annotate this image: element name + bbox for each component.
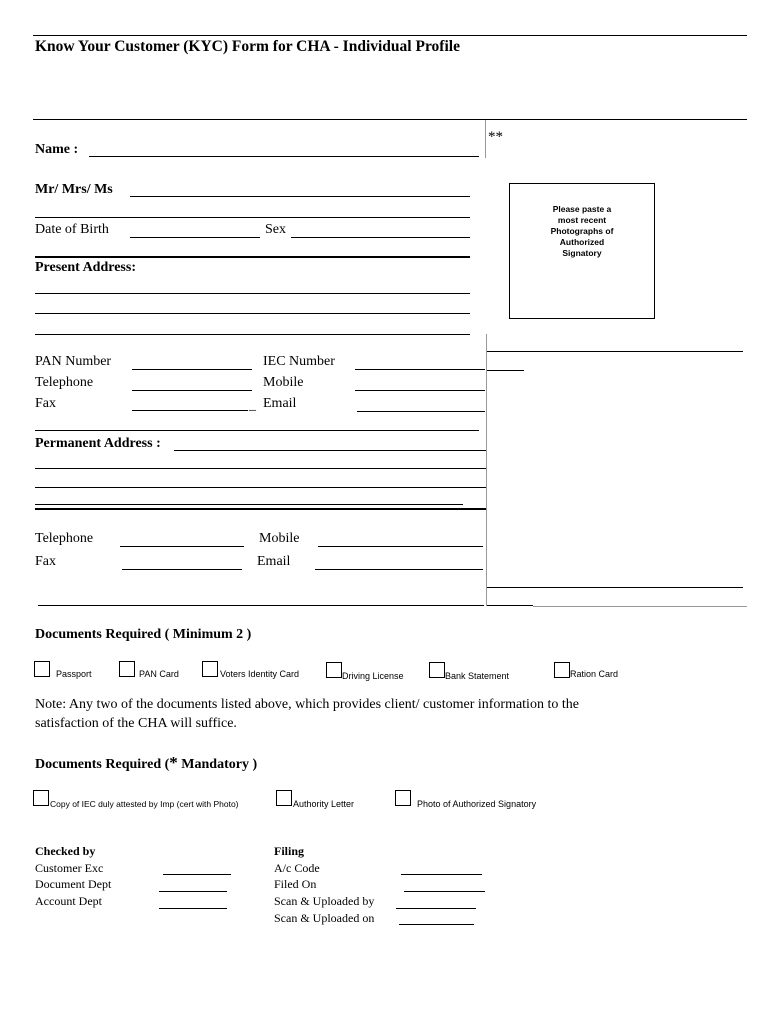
docs-note-line-2: satisfaction of the CHA will suffice. <box>35 716 237 731</box>
present-address-label: Present Address: <box>35 260 136 275</box>
docs-mandatory-heading-suffix: Mandatory ) <box>177 757 258 772</box>
email-label: Email <box>263 396 297 411</box>
name-field[interactable] <box>89 156 479 157</box>
filed-on-label: Filed On <box>274 877 317 891</box>
email-2-label: Email <box>257 554 291 569</box>
form-bottom-rule <box>533 606 747 607</box>
asterisks: ** <box>488 129 503 145</box>
dob-label: Date of Birth <box>35 222 109 237</box>
telephone-label: Telephone <box>35 375 94 390</box>
mandatory-star: * <box>169 753 178 772</box>
permanent-address-line-1[interactable] <box>174 450 486 451</box>
photo-signatory-checkbox[interactable] <box>395 790 411 806</box>
iec-copy-checkbox[interactable] <box>33 790 49 806</box>
column-divider-top <box>485 120 486 158</box>
fax-underscore: _ <box>249 398 256 413</box>
name-label: Name : <box>35 142 79 157</box>
ration-card-label: Ration Card <box>570 669 619 679</box>
salutation-extra-line[interactable] <box>35 217 470 218</box>
pan-label: PAN Number <box>35 354 112 369</box>
checked-by-heading: Checked by <box>35 844 96 858</box>
filing-heading: Filing <box>274 844 305 858</box>
voters-id-label: Voters Identity Card <box>220 669 300 679</box>
scan-uploaded-by-field[interactable] <box>396 908 476 909</box>
page-title: Know Your Customer (KYC) Form for CHA - Individual Profile <box>35 38 460 55</box>
driving-license-label: Driving License <box>342 671 404 681</box>
docs-mandatory-heading <box>35 755 257 773</box>
authority-letter-checkbox[interactable] <box>276 790 292 806</box>
sex-field[interactable] <box>291 237 470 238</box>
photo-instruction: Please paste a most recent Photographs of Authorized Signatory <box>550 204 614 258</box>
column-divider-right <box>486 334 487 606</box>
salutation-label: Mr/ Mrs/ Ms <box>35 182 113 197</box>
permanent-address-label: Permanent Address : <box>35 436 161 451</box>
form-top-rule <box>33 119 747 120</box>
permanent-address-line-4[interactable] <box>35 504 463 505</box>
bank-statement-label: Bank Statement <box>445 671 510 681</box>
signature-line-top-stub <box>487 370 524 371</box>
photo-signatory-label: Photo of Authorized Signatory <box>417 799 537 809</box>
authority-letter-label: Authority Letter <box>293 799 355 809</box>
docs-min-heading: Documents Required ( Minimum 2 ) <box>35 627 252 642</box>
mobile-field[interactable] <box>355 390 485 391</box>
docs-note-line-1: Note: Any two of the documents listed above, which provides client/ customer information to the <box>35 697 579 712</box>
photo-placeholder[interactable] <box>509 183 655 319</box>
section-rule-2 <box>35 508 486 510</box>
mobile-2-label: Mobile <box>259 531 300 546</box>
telephone-field[interactable] <box>132 390 252 391</box>
dob-field[interactable] <box>130 237 260 238</box>
iec-copy-label: Copy of IEC duly attested by Imp (cert with Photo) <box>50 799 239 809</box>
fax-field[interactable] <box>132 410 248 411</box>
document-dept-field[interactable] <box>159 891 227 892</box>
email-field[interactable] <box>357 411 485 412</box>
present-address-line-3[interactable] <box>35 334 470 335</box>
telephone-2-field[interactable] <box>120 546 244 547</box>
signature-line-top[interactable] <box>487 351 743 352</box>
driving-license-checkbox[interactable] <box>326 662 342 678</box>
document-dept-label: Document Dept <box>35 877 112 891</box>
iec-field[interactable] <box>355 369 485 370</box>
permanent-address-line-3[interactable] <box>35 487 486 488</box>
pan-card-checkbox[interactable] <box>119 661 135 677</box>
ac-code-label: A/c Code <box>274 861 320 875</box>
scan-uploaded-on-field[interactable] <box>399 924 474 925</box>
ration-card-checkbox[interactable] <box>554 662 570 678</box>
pan-field[interactable] <box>132 369 252 370</box>
docs-mandatory-heading-prefix: Documents Required ( <box>35 757 170 772</box>
telephone-2-label: Telephone <box>35 531 94 546</box>
present-address-line-2[interactable] <box>35 313 470 314</box>
customer-exc-label: Customer Exc <box>35 861 104 875</box>
signature-line-bottom-stub <box>487 605 533 606</box>
mobile-2-field[interactable] <box>318 546 483 547</box>
account-dept-label: Account Dept <box>35 894 102 908</box>
bank-statement-checkbox[interactable] <box>429 662 445 678</box>
contact-divider <box>35 430 479 431</box>
top-rule <box>33 35 747 36</box>
permanent-address-line-2[interactable] <box>35 468 486 469</box>
passport-label: Passport <box>56 669 92 679</box>
salutation-field[interactable] <box>130 196 470 197</box>
sex-label: Sex <box>265 222 286 237</box>
email-2-field[interactable] <box>315 569 483 570</box>
scan-uploaded-on-label: Scan & Uploaded on <box>274 911 375 925</box>
iec-label: IEC Number <box>263 354 335 369</box>
ac-code-field[interactable] <box>401 874 482 875</box>
account-dept-field[interactable] <box>159 908 227 909</box>
fax-label: Fax <box>35 396 56 411</box>
passport-checkbox[interactable] <box>34 661 50 677</box>
fax-2-label: Fax <box>35 554 56 569</box>
section-rule <box>35 256 470 258</box>
voters-id-checkbox[interactable] <box>202 661 218 677</box>
fax-2-field[interactable] <box>122 569 242 570</box>
scan-uploaded-by-label: Scan & Uploaded by <box>274 894 375 908</box>
customer-exc-field[interactable] <box>163 874 231 875</box>
mobile-label: Mobile <box>263 375 304 390</box>
filed-on-field[interactable] <box>404 891 485 892</box>
pan-card-label: PAN Card <box>139 669 179 679</box>
signature-line-bottom[interactable] <box>487 587 743 588</box>
present-address-line-1[interactable] <box>35 293 470 294</box>
contact-2-bottom-line <box>38 605 484 606</box>
